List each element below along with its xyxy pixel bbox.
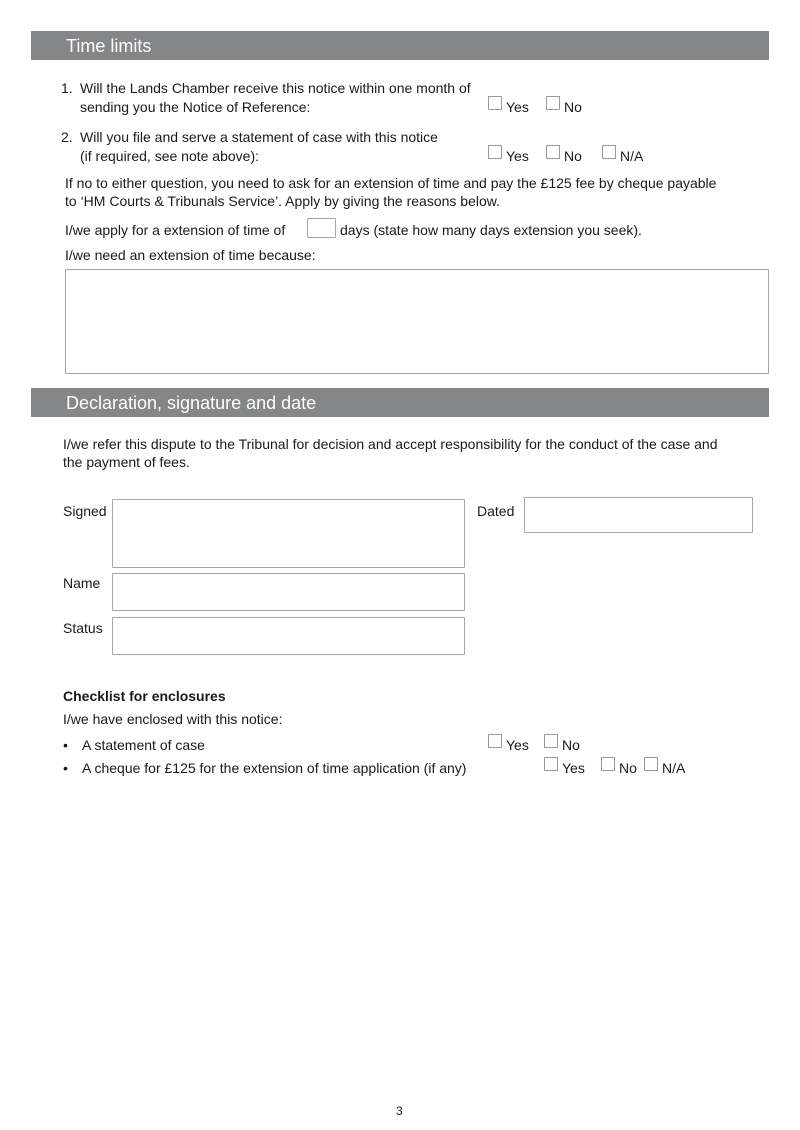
extension-days-input[interactable] — [307, 218, 336, 238]
q2-yes-checkbox[interactable] — [488, 145, 502, 159]
q2-no-checkbox[interactable] — [546, 145, 560, 159]
q1-text-line1: Will the Lands Chamber receive this notice within one month of — [80, 80, 471, 96]
time-limits-heading: Time limits — [66, 36, 152, 56]
checklist-title: Checklist for enclosures — [63, 688, 226, 704]
name-label: Name — [63, 575, 101, 591]
cheque-na-label: N/A — [662, 760, 686, 776]
declaration-text-line1: I/we refer this dispute to the Tribunal for decision and accept responsibility for the conduct of the case and — [63, 436, 718, 452]
q2-na-checkbox[interactable] — [602, 145, 616, 159]
signature-field[interactable] — [112, 499, 465, 568]
q1-yes-checkbox[interactable] — [488, 96, 502, 110]
q1-text-line2: sending you the Notice of Reference: — [80, 99, 311, 115]
reason-label: I/we need an extension of time because: — [65, 247, 316, 263]
statement-yes-checkbox[interactable] — [488, 734, 502, 748]
apply-prefix: I/we apply for a extension of time of — [65, 222, 286, 238]
q1-no-checkbox[interactable] — [546, 96, 560, 110]
q2-text-line2: (if required, see note above): — [80, 148, 259, 164]
q2-number: 2. — [61, 129, 73, 145]
q1-number: 1. — [61, 80, 73, 96]
declaration-header — [31, 388, 769, 417]
checklist-bullet-2: • — [63, 760, 68, 776]
status-field[interactable] — [112, 617, 465, 655]
apply-suffix: days (state how many days extension you seek). — [340, 222, 642, 238]
cheque-na-checkbox[interactable] — [644, 757, 658, 771]
q2-no-label: No — [564, 148, 582, 164]
q2-text-line1: Will you file and serve a statement of case with this notice — [80, 129, 438, 145]
name-field[interactable] — [112, 573, 465, 611]
q2-yes-label: Yes — [506, 148, 529, 164]
statement-no-label: No — [562, 737, 580, 753]
declaration-heading: Declaration, signature and date — [66, 393, 317, 413]
dated-label: Dated — [477, 503, 515, 519]
signed-label: Signed — [63, 503, 107, 519]
cheque-no-checkbox[interactable] — [601, 757, 615, 771]
declaration-text-line2: the payment of fees. — [63, 454, 190, 470]
time-limits-header — [31, 31, 769, 60]
q1-no-label: No — [564, 99, 582, 115]
status-label: Status — [63, 620, 103, 636]
q2-na-label: N/A — [620, 148, 644, 164]
statement-yes-label: Yes — [506, 737, 529, 753]
checklist-bullet-1: • — [63, 737, 68, 753]
extension-reason-textarea[interactable] — [65, 269, 769, 374]
cheque-no-label: No — [619, 760, 637, 776]
checklist-intro: I/we have enclosed with this notice: — [63, 711, 283, 727]
cheque-yes-label: Yes — [562, 760, 585, 776]
checklist-item-statement-label: A statement of case — [82, 737, 205, 753]
checklist-item-cheque-label: A cheque for £125 for the extension of time application (if any) — [82, 760, 467, 776]
cheque-yes-checkbox[interactable] — [544, 757, 558, 771]
statement-no-checkbox[interactable] — [544, 734, 558, 748]
date-field[interactable] — [524, 497, 753, 533]
q1-yes-label: Yes — [506, 99, 529, 115]
extension-note-line2: to ‘HM Courts & Tribunals Service’. Apply by giving the reasons below. — [65, 193, 500, 209]
page-number: 3 — [396, 1104, 403, 1118]
extension-note-line1: If no to either question, you need to ask for an extension of time and pay the £125 fee by cheque payable — [65, 175, 717, 191]
